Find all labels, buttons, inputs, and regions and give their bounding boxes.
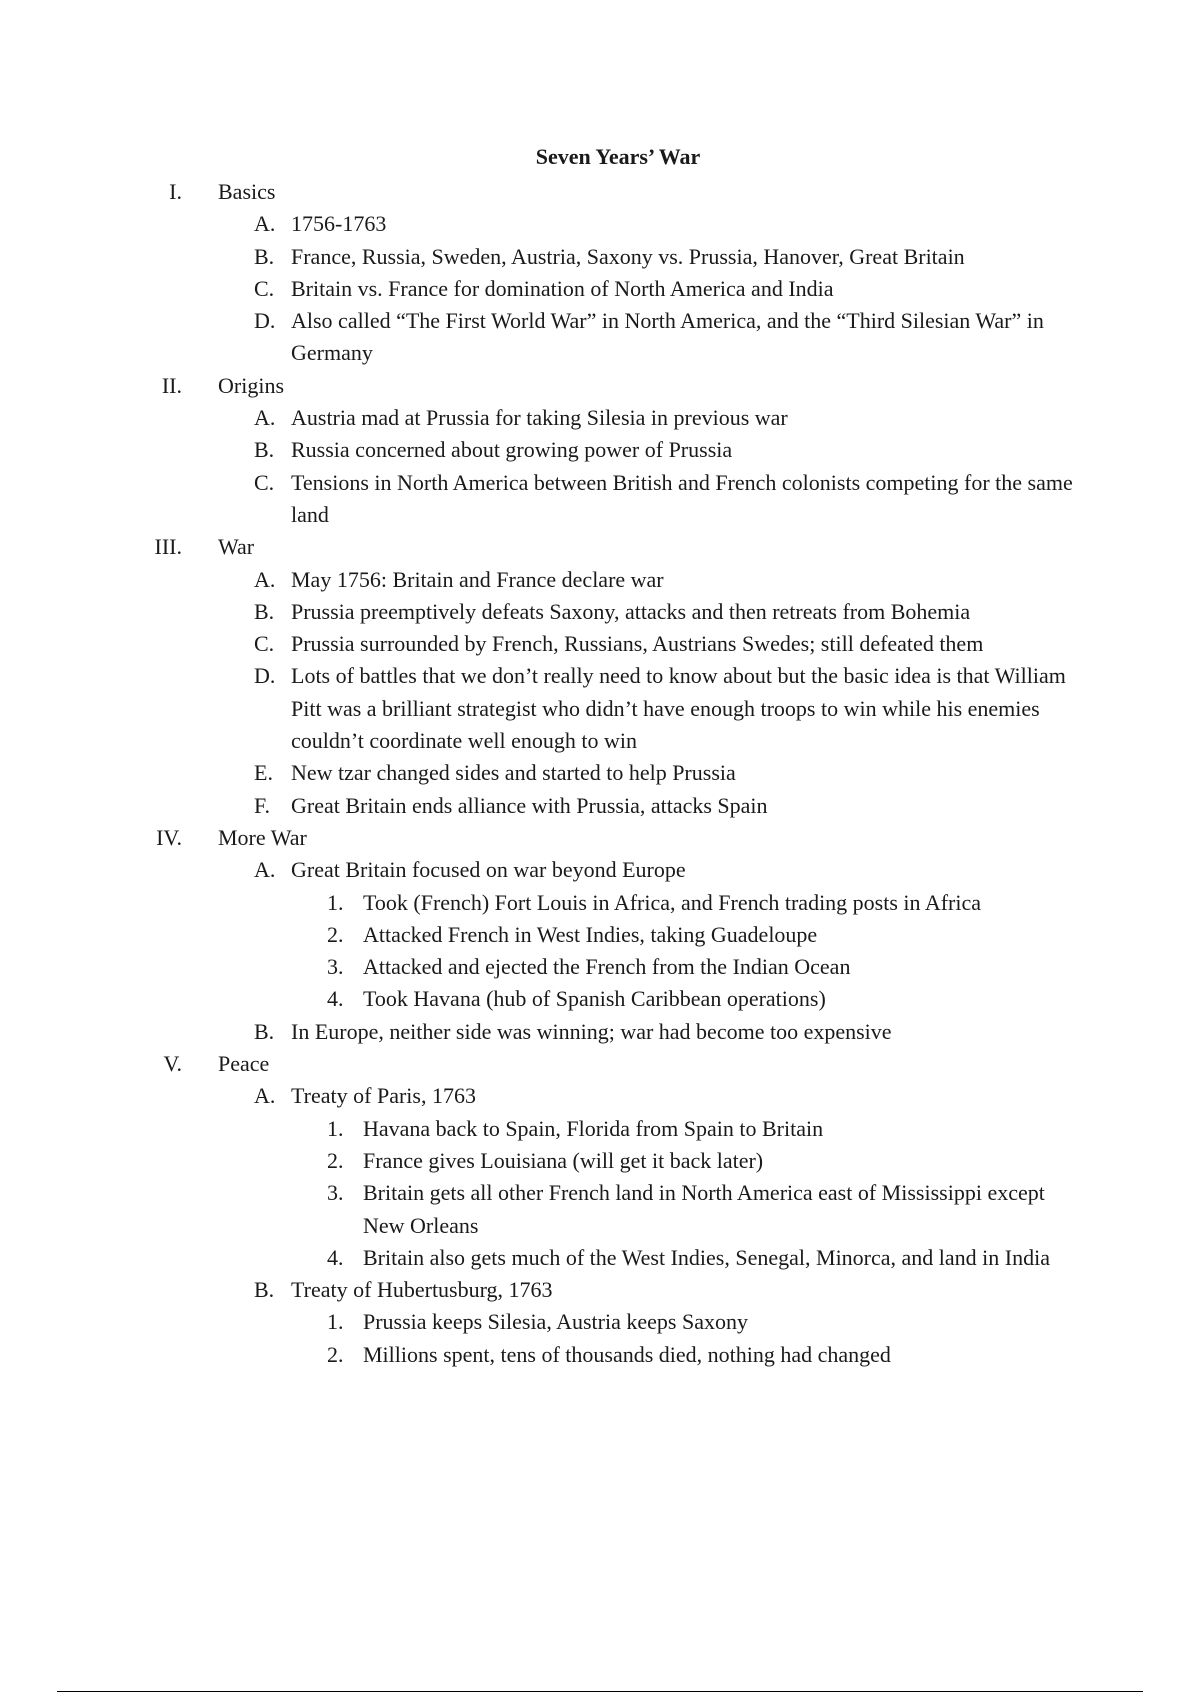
outline-item [0, 628, 1200, 660]
section-numeral: V. [163, 1051, 182, 1077]
footer-divider [57, 1691, 1143, 1692]
item-marker: A. [254, 211, 276, 237]
item-marker: B. [254, 1277, 275, 1303]
item-text: New tzar changed sides and started to help Prussia [291, 760, 736, 786]
section-heading [0, 176, 1200, 208]
subitem-text: Took (French) Fort Louis in Africa, and French trading posts in Africa [363, 889, 981, 915]
item-marker: D. [254, 308, 276, 334]
item-text: Russia concerned about growing power of Prussia [291, 437, 733, 463]
item-marker: B. [254, 1018, 275, 1044]
item-text: Tensions in North America between British and French colonists competing for the same land [291, 469, 1073, 527]
subitem-text: Prussia keeps Silesia, Austria keeps Saxony [363, 1309, 748, 1335]
item-text: Prussia surrounded by French, Russians, Austrians Swedes; still defeated them [291, 631, 984, 657]
outline-subitem [0, 983, 1200, 1015]
item-text: Treaty of Hubertusburg, 1763 [291, 1277, 553, 1303]
item-marker: A. [254, 857, 276, 883]
subitem-text: Took Havana (hub of Spanish Caribbean operations) [363, 986, 826, 1012]
outline-item [0, 1274, 1200, 1306]
section-title: Peace [218, 1051, 270, 1077]
outline [0, 176, 1200, 1371]
subitem-marker: 4. [327, 1244, 344, 1270]
outline-item [0, 564, 1200, 596]
outline-item [0, 434, 1200, 466]
subitem-marker: 2. [327, 1341, 344, 1367]
item-text: Great Britain ends alliance with Prussia, attacks Spain [291, 792, 768, 818]
outline-item [0, 757, 1200, 789]
subitem-marker: 1. [327, 1309, 344, 1335]
section-title: More War [218, 824, 307, 850]
item-text: Prussia preemptively defeats Saxony, attacks and then retreats from Bohemia [291, 598, 971, 624]
outline-item [0, 596, 1200, 628]
outline-item [0, 241, 1200, 273]
item-text: Great Britain focused on war beyond Europe [291, 857, 686, 883]
item-marker: C. [254, 275, 275, 301]
outline-item [0, 305, 1200, 370]
outline-item [0, 402, 1200, 434]
item-marker: B. [254, 598, 275, 624]
item-text: May 1756: Britain and France declare war [291, 566, 664, 592]
subitem-text: Britain also gets much of the West Indies, Senegal, Minorca, and land in India [363, 1244, 1050, 1270]
subitem-text: Attacked French in West Indies, taking Guadeloupe [363, 921, 818, 947]
outline-item [0, 273, 1200, 305]
page-title: Seven Years’ War [535, 144, 701, 169]
item-text: Britain vs. France for domination of North America and India [291, 275, 834, 301]
item-text: Austria mad at Prussia for taking Silesia in previous war [291, 405, 788, 431]
subitem-text: Millions spent, tens of thousands died, nothing had changed [363, 1341, 891, 1367]
subitem-marker: 4. [327, 986, 344, 1012]
outline-subitem [0, 1306, 1200, 1338]
item-text: Lots of battles that we don’t really need to know about but the basic idea is that William Pitt was a brilliant strategist who didn’t have enough troops to win while his enemies couldn’t coordinate well enough to win [291, 663, 1066, 754]
section-heading [0, 822, 1200, 854]
outline-item [0, 1016, 1200, 1048]
item-marker: D. [254, 663, 276, 689]
item-marker: C. [254, 631, 275, 657]
subitem-marker: 3. [327, 954, 344, 980]
outline-subitem [0, 1242, 1200, 1274]
item-marker: F. [254, 792, 270, 818]
outline-subitem [0, 1113, 1200, 1145]
item-marker: B. [254, 437, 275, 463]
section-title: War [218, 534, 255, 560]
outline-subitem [0, 1177, 1200, 1242]
outline-item [0, 1080, 1200, 1112]
section-heading [0, 1048, 1200, 1080]
outline-item [0, 790, 1200, 822]
subitem-text: Britain gets all other French land in North America east of Mississippi except New Orleans [363, 1180, 1045, 1238]
outline-item [0, 854, 1200, 886]
section-heading [0, 370, 1200, 402]
item-marker: A. [254, 566, 276, 592]
outline-item [0, 467, 1200, 532]
outline-subitem [0, 887, 1200, 919]
item-marker: E. [254, 760, 273, 786]
subitem-marker: 2. [327, 921, 344, 947]
subitem-text: Havana back to Spain, Florida from Spain to Britain [363, 1115, 824, 1141]
item-marker: C. [254, 469, 275, 495]
subitem-marker: 1. [327, 889, 344, 915]
item-marker: B. [254, 243, 275, 269]
section-title: Origins [218, 372, 284, 398]
outline-subitem [0, 919, 1200, 951]
subitem-marker: 2. [327, 1147, 344, 1173]
subitem-text: Attacked and ejected the French from the Indian Ocean [363, 954, 851, 980]
item-marker: A. [254, 405, 276, 431]
item-text: Treaty of Paris, 1763 [291, 1083, 476, 1109]
section-numeral: IV. [156, 824, 182, 850]
section-title: Basics [218, 179, 276, 204]
subitem-text: France gives Louisiana (will get it back later) [363, 1147, 764, 1173]
section-heading [0, 531, 1200, 563]
outline-subitem [0, 1339, 1200, 1371]
outline-item [0, 660, 1200, 757]
section-numeral: I. [169, 179, 182, 204]
subitem-marker: 1. [327, 1115, 344, 1141]
section-numeral: II. [161, 372, 182, 398]
item-marker: A. [254, 1083, 276, 1109]
item-text: France, Russia, Sweden, Austria, Saxony vs. Prussia, Hanover, Great Britain [291, 243, 965, 269]
item-text: In Europe, neither side was winning; war had become too expensive [291, 1018, 892, 1044]
outline-subitem [0, 1145, 1200, 1177]
outline-item [0, 208, 1200, 240]
item-text: Also called “The First World War” in North America, and the “Third Silesian War” in Germany [291, 308, 1044, 366]
item-text: 1756-1763 [291, 211, 387, 237]
subitem-marker: 3. [327, 1180, 344, 1206]
section-numeral: III. [154, 534, 182, 560]
outline-subitem [0, 951, 1200, 983]
